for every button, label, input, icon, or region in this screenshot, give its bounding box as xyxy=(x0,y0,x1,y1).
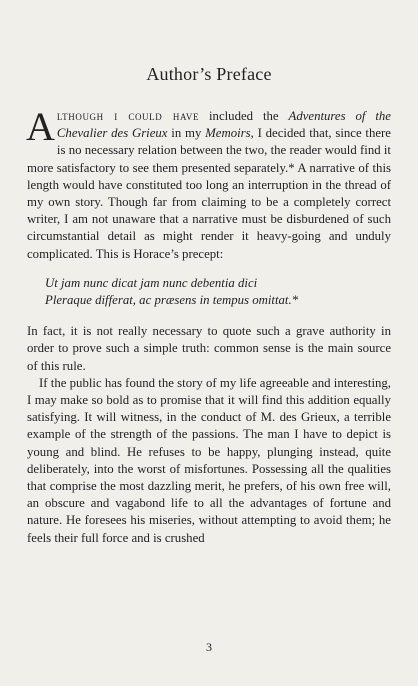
page-number: 3 xyxy=(206,640,212,654)
chapter-title: Author’s Preface xyxy=(146,64,272,84)
p1-italic-title: Adventures of the Chevalier des Grieux xyxy=(56,109,391,141)
paragraph-3: If the public has found the story of my life agreeable and interesting, I may make so bold as to promise that it will find this addition equally satisfying. It will witness, in the conduct of M. des Grieux, a terrible example of the strength of the passions. The man I have to depict is young and blind. He refuses to be happy, plunging instead, quite deliberately, into the worst of misfortunes. Possessing all the qualities that comprise the most dazzling merit, he prefers, of his own free will, an obscure and vagabond life to all the advantages of fortune and nature. He foresees his miseries, without attempting to avoid them; he feels their full force and is crushed xyxy=(27,375,391,545)
paragraph-2: In fact, it is not really necessary to quote such a grave authority in order to prove such a simple truth: common sense is the main source of this rule. xyxy=(27,324,391,373)
quote-line-1: Ut jam nunc dicat jam nunc debentia dici xyxy=(45,275,258,290)
drop-cap: A xyxy=(26,104,55,149)
body-text xyxy=(26,104,391,547)
p1-text-a: included the xyxy=(199,109,289,123)
quote-line-2: Pleraque differat, ac præsens in tempus omittat.* xyxy=(45,293,299,308)
p1-text-c: , I decided that, since there is no necessary relation between the two, the reader would find it more satisfactory to see them presented separately.* A narrative of this length would have constituted too long an interruption in the thread of my own story. Though far from claiming to be a completely correct writer, I am not unaware that a narrative must be disburdened of such circumstantial detail as might render it heavy-going and unduly complicated. This is Horace’s precept: xyxy=(27,126,391,261)
latin-quote xyxy=(45,275,391,309)
p1-text-b: in my xyxy=(167,126,206,141)
p1-italic-memoirs: Memoirs xyxy=(205,126,251,141)
paragraph-1 xyxy=(26,104,391,263)
opening-small-caps: lthough i could have xyxy=(56,109,200,123)
